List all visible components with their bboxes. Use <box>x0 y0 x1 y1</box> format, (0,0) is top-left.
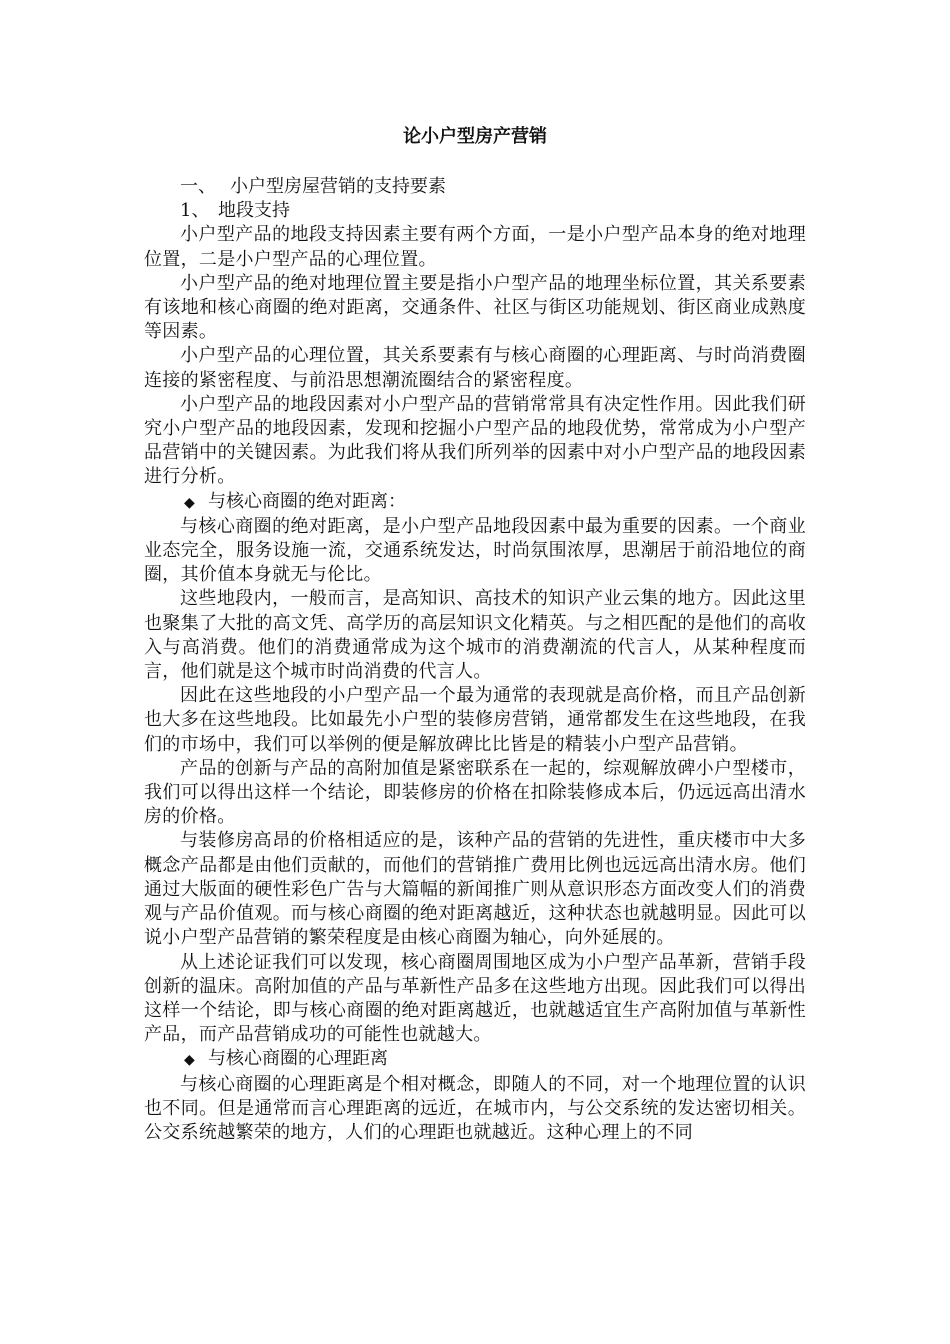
bullet-heading <box>144 490 806 515</box>
paragraph: 小户型产品的心理位置，其关系要素有与核心商圈的心理距离、与时尚消费圈连接的紧密程度、与前沿思想潮流圈结合的紧密程度。 <box>144 345 806 391</box>
bullet-heading-text: 与核心商圈的绝对距离： <box>208 490 406 512</box>
paragraph: 小户型产品的地段因素对小户型产品的营销常常具有决定性作用。因此我们研究小户型产品的地段因素，发现和挖掘小户型产品的地段优势，常常成为小户型产品营销中的关键因素。为此我们将从我们所列举的因素中对小户型产品的地段因素进行分析。 <box>144 393 806 488</box>
bullet-heading <box>144 1047 806 1072</box>
subsection-heading-text: 地段支持 <box>218 200 290 222</box>
bullet-heading-text: 与核心商圈的心理距离 <box>208 1048 388 1070</box>
paragraph: 从上述论证我们可以发现，核心商圈周围地区成为小户型产品革新，营销手段创新的温床。高附加值的产品与革新性产品多在这些地方出现。因此我们可以得出这样一个结论，即与核心商圈的绝对距离越近，也就越适宜生产高附加值与革新性产品，而产品营销成功的可能性也就越大。 <box>144 951 806 1046</box>
document-body <box>144 125 806 1145</box>
paragraph: 小户型产品的绝对地理位置主要是指小户型产品的地理坐标位置，其关系要素有该地和核心商圈的绝对距离，交通条件、社区与街区功能规划、街区商业成熟度等因素。 <box>144 272 806 343</box>
diamond-bullet-icon: ◆ <box>184 494 195 511</box>
paragraph: 与核心商圈的心理距离是个相对概念，即随人的不同，对一个地理位置的认识也不同。但是通常而言心理距离的远近，在城市内，与公交系统的发达密切相关。公交系统越繁荣的地方，人们的心理距也就越近。这种心理上的不同 <box>144 1073 806 1143</box>
paragraph: 小户型产品的地段支持因素主要有两个方面，一是小户型产品本身的绝对地理位置，二是小户型产品的心理位置。 <box>144 224 806 270</box>
paragraph: 产品的创新与产品的高附加值是紧密联系在一起的，综观解放碑小户型楼市，我们可以得出这样一个结论，即装修房的价格在扣除装修成本后，仍远远高出清水房的价格。 <box>144 757 806 828</box>
section-number: 一、 <box>180 176 216 197</box>
paragraph: 因此在这些地段的小户型产品一个最为通常的表现就是高价格，而且产品创新也大多在这些地段。比如最先小户型的装修房营销，通常都发生在这些地段，在我们的市场中，我们可以举例的便是解放碑比比皆是的精装小户型产品营销。 <box>144 685 806 755</box>
paragraph: 与装修房高昂的价格相适应的是，该种产品的营销的先进性，重庆楼市中大多概念产品都是由他们贡献的，而他们的营销推广费用比例也远远高出清水房。他们通过大版面的硬性彩色广告与大篇幅的新闻推广则从意识形态方面改变人们的消费观与产品价值观。而与核心商圈的绝对距离越近，这种状态也就越明显。因此可以说小户型产品营销的繁荣程度是由核心商圈为轴心，向外延展的。 <box>144 830 806 949</box>
paragraph: 这些地段内，一般而言，是高知识、高技术的知识产业云集的地方。因此这里也聚集了大批的高文凭、高学历的高层知识文化精英。与之相匹配的是他们的高收入与高消费。他们的消费通常成为这个城市的消费潮流的代言人，从某种程度而言，他们就是这个城市时尚消费的代言人。 <box>144 588 806 683</box>
section-heading-text: 小户型房屋营销的支持要素 <box>230 176 446 197</box>
paragraph: 与核心商圈的绝对距离，是小户型产品地段因素中最为重要的因素。一个商业业态完全，服务设施一流，交通系统发达，时尚氛围浓厚，思潮居于前沿地位的商圈，其价值本身就无与伦比。 <box>144 515 806 586</box>
section-heading <box>144 175 806 199</box>
document-title: 论小户型房产营销 <box>403 126 547 147</box>
subsection-number: 1、 <box>180 200 210 222</box>
diamond-bullet-icon: ◆ <box>184 1052 195 1069</box>
subsection-heading <box>144 199 806 223</box>
